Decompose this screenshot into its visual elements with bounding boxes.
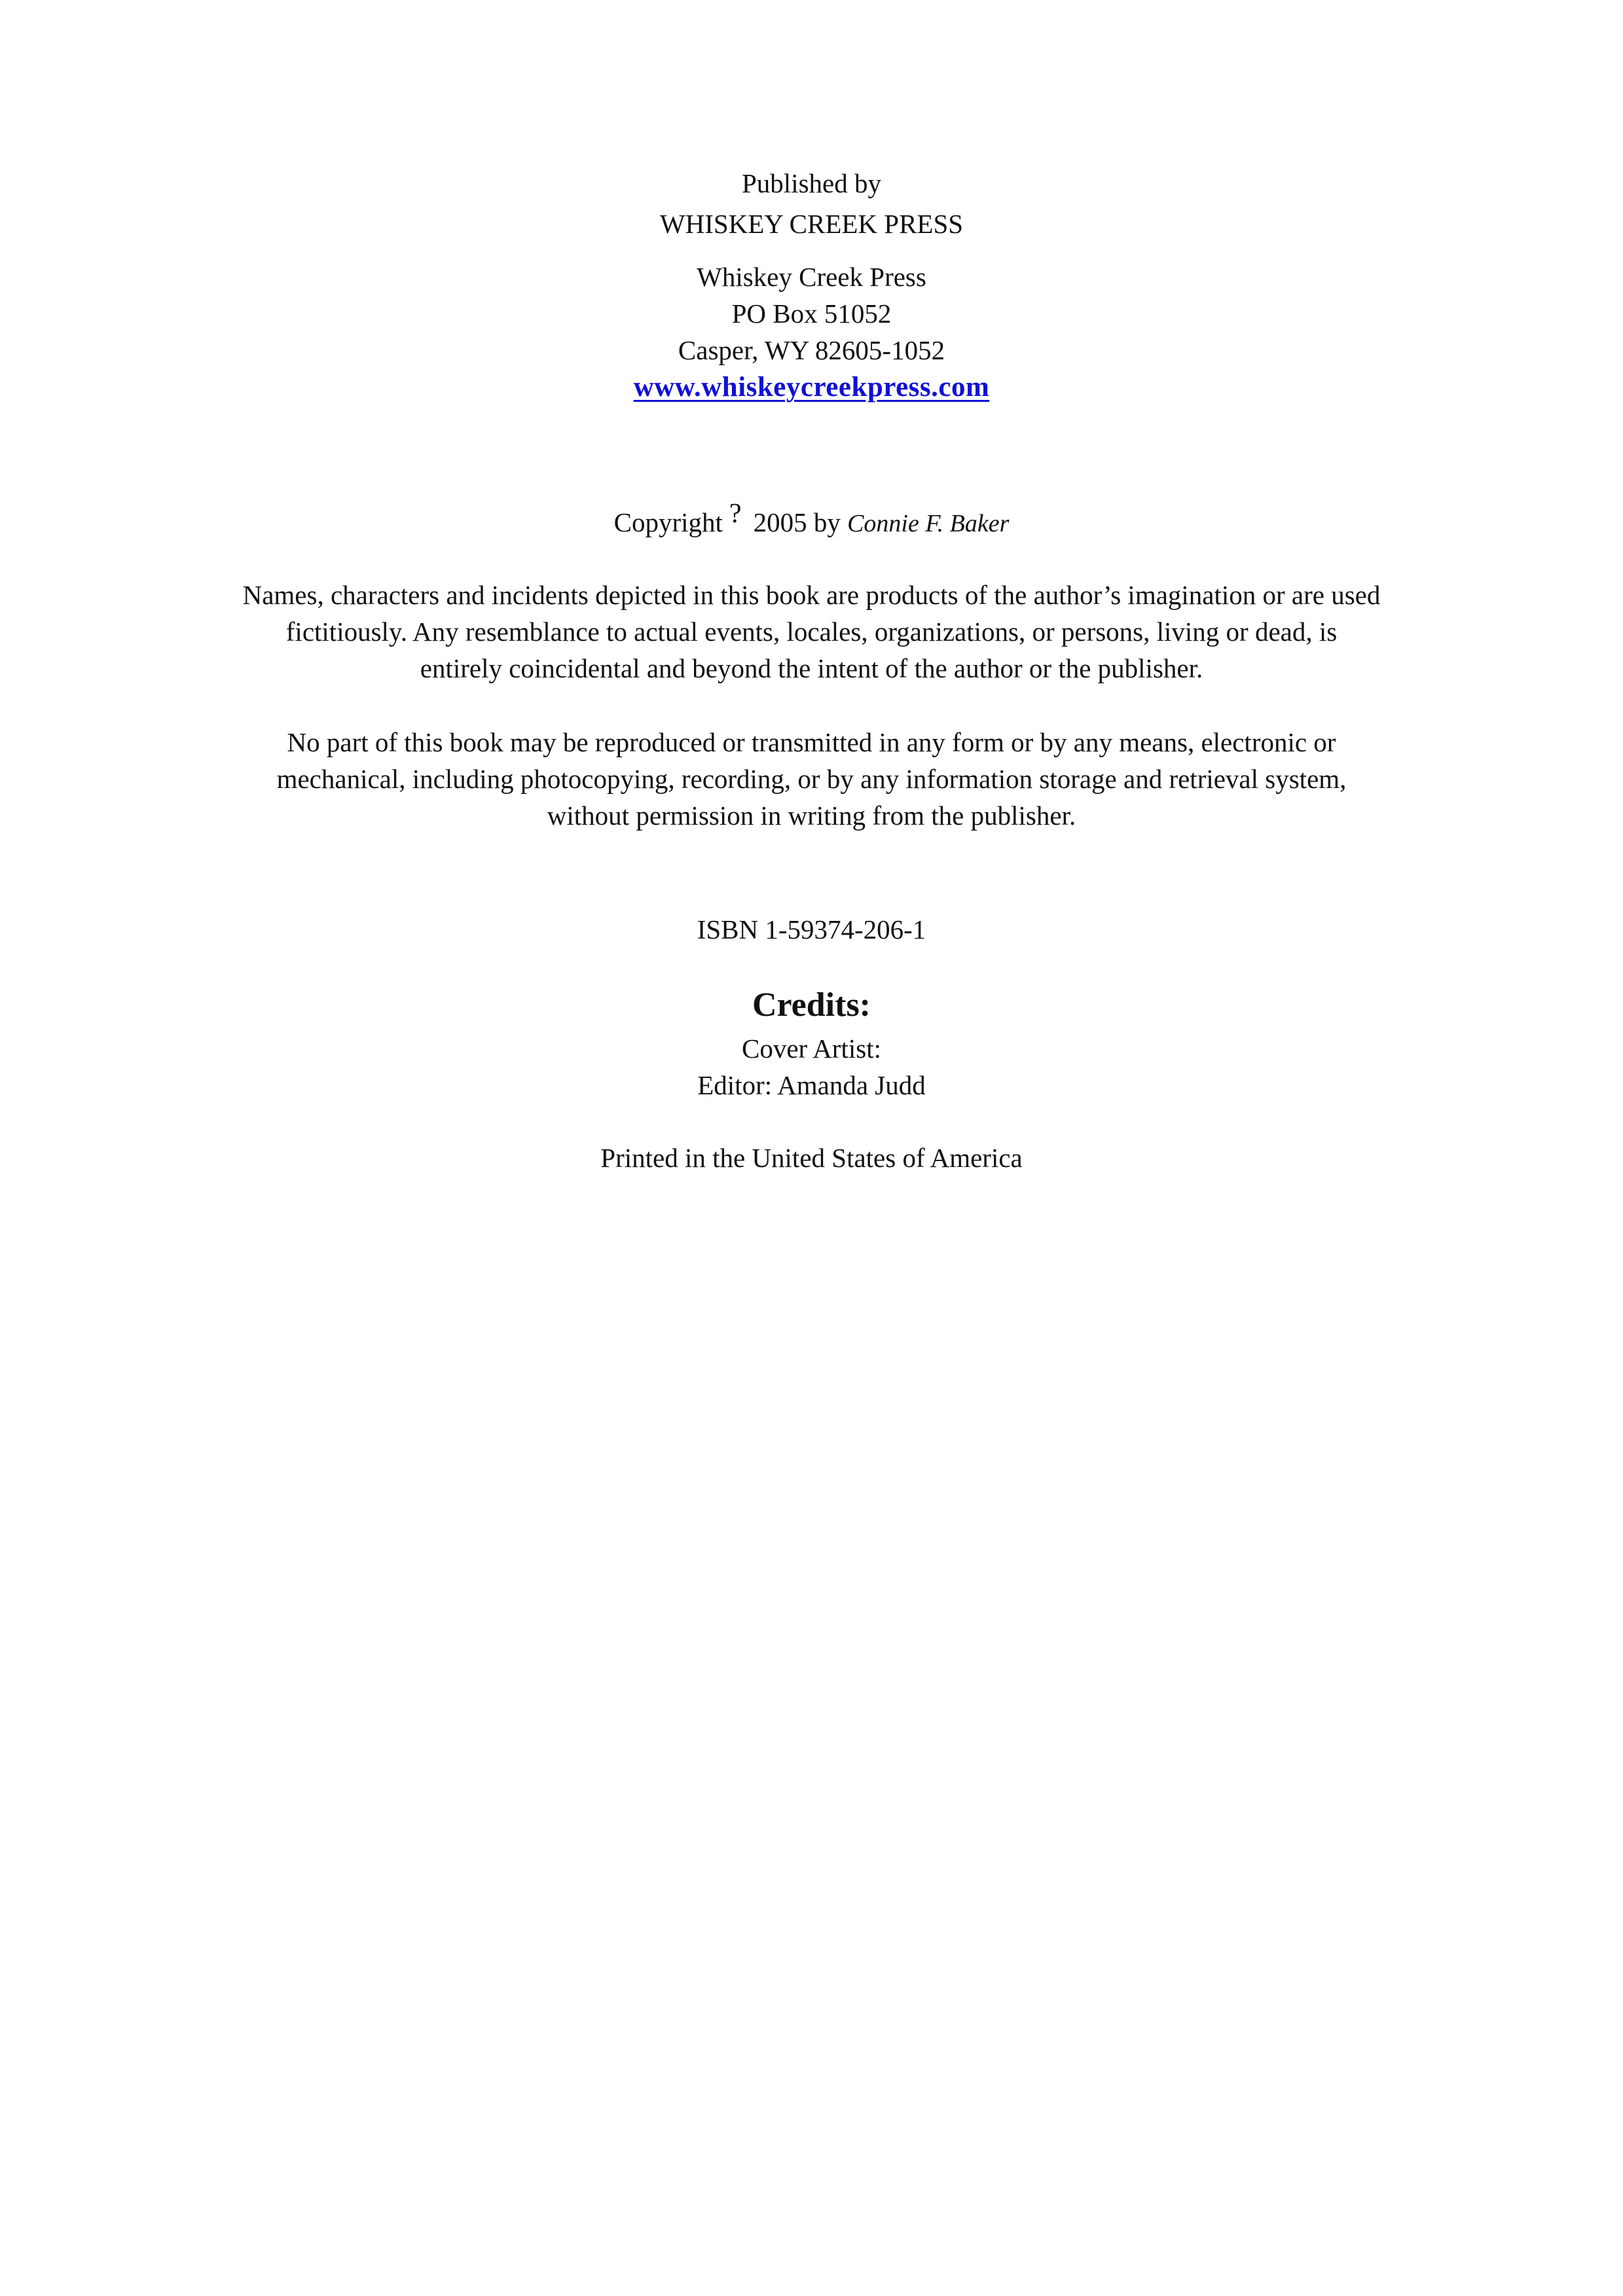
- credits-cover-artist: Cover Artist:: [742, 1033, 881, 1064]
- publisher-po-box: PO Box 51052: [731, 298, 892, 329]
- isbn: ISBN 1-59374-206-1: [697, 914, 926, 944]
- copyright-year-by: 2005 by: [753, 507, 841, 537]
- printed-in: Printed in the United States of America: [600, 1143, 1023, 1173]
- publisher-name: Whiskey Creek Press: [697, 262, 926, 292]
- publisher-website-row: [0, 368, 1623, 406]
- rights-paragraph: [0, 724, 1623, 834]
- copyright-line: [0, 499, 1623, 542]
- published-by-label: Published by: [742, 168, 881, 198]
- publisher-website-link[interactable]: www.whiskeycreekpress.com: [633, 372, 990, 403]
- rights-line: without permission in writing from the publisher.: [547, 800, 1076, 831]
- disclaimer-line: entirely coincidental and beyond the intent of the author or the publisher.: [420, 653, 1203, 683]
- copyright-symbol: ?: [729, 499, 742, 529]
- rights-line: mechanical, including photocopying, recording, or by any information storage and retrieval system,: [276, 764, 1347, 794]
- publisher-city-state-zip: Casper, WY 82605-1052: [678, 335, 945, 365]
- disclaimer-line: Names, characters and incidents depicted in this book are products of the author’s imagination or are used: [242, 580, 1381, 610]
- credits-heading: Credits:: [752, 986, 871, 1024]
- rights-line: No part of this book may be reproduced or transmitted in any form or by any means, electronic or: [287, 727, 1336, 757]
- credits-editor: Editor: Amanda Judd: [697, 1070, 926, 1100]
- disclaimer-line: fictitiously. Any resemblance to actual events, locales, organizations, or persons, living or dead, is: [285, 617, 1338, 647]
- disclaimer-paragraph: [0, 577, 1623, 687]
- copyright-author: Connie F. Baker: [847, 510, 1010, 537]
- publisher-name-caps: WHISKEY CREEK PRESS: [659, 209, 964, 239]
- copyright-prefix: Copyright: [613, 507, 723, 537]
